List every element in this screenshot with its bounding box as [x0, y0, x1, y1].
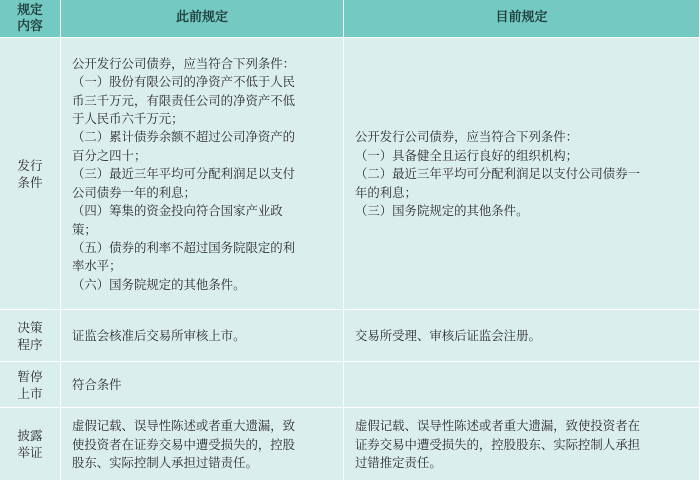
row-label-issuance — [0, 38, 61, 310]
header-current-rules — [344, 0, 700, 38]
row-decision-after — [344, 310, 700, 362]
row-label-text: 决策 程序 — [17, 319, 43, 352]
row-label-decision — [0, 310, 61, 362]
header-previous-rules-text: 此前规定 — [175, 10, 228, 26]
row-disclosure-after — [344, 408, 700, 481]
row-issuance-before — [61, 38, 344, 310]
row-issuance-after — [344, 38, 700, 310]
header-rule-content — [0, 0, 61, 38]
row-suspension-before — [61, 362, 344, 408]
cell-text: 交易所受理、审核后证监会注册。 — [355, 328, 541, 344]
cell-text: 公开发行公司债券，应当符合下列条件： （一）具备健全且运行良好的组织机构； （二）最近三年平均可分配利润足以支付公司债券一 年的利息； （三）国务院规定的其他条件。 — [355, 129, 640, 219]
header-previous-rules — [61, 0, 344, 38]
row-suspension-after — [344, 362, 700, 408]
cell-text: 证监会核准后交易所审核上市。 — [72, 328, 246, 344]
header-current-rules-text: 目前规定 — [495, 10, 548, 26]
cell-text: 虚假记载、误导性陈述或者重大遗漏，致 使投资者在证券交易中遭受损失的，控股 股东、实际控制人承担过错责任。 — [72, 418, 296, 471]
row-label-suspension — [0, 362, 61, 408]
cell-text: 符合条件 — [72, 377, 122, 393]
row-label-text: 披露 举证 — [17, 428, 43, 460]
cell-text: 公开发行公司债券，应当符合下列条件： （一）股份有限公司的净资产不低于人民 币三千万元，有限责任公司的净资产不低 于人民币六千万元； （二）累计债券余额不超过公司净资产的 百分之四十； （三）最近三年平均可分配利润足以支付 公司债券一年的利息； （四）筹集的资金投向符合国家产业政 策； （五）债券的利率不超过国务院限定的利 率水平； （六）国务院规定的其他条件。 — [72, 55, 296, 292]
row-decision-before — [61, 310, 344, 362]
row-label-disclosure — [0, 408, 61, 481]
row-label-text: 暂停 上市 — [17, 368, 43, 401]
row-label-text: 发行 条件 — [17, 157, 43, 190]
cell-text: 虚假记载、误导性陈述或者重大遗漏，致使投资者在 证券交易中遭受损失的，控股股东、实际控制人承担 过错推定责任。 — [355, 418, 640, 471]
row-disclosure-before — [61, 408, 344, 481]
header-rule-content-text: 规定 内容 — [17, 2, 43, 34]
